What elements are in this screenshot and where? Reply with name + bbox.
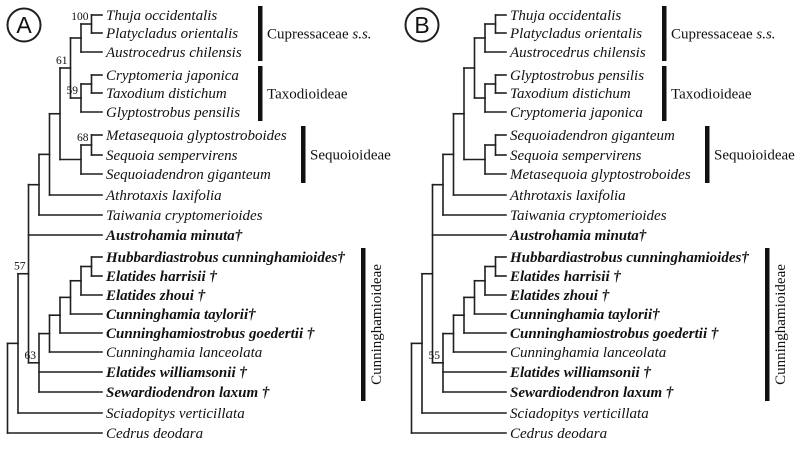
taxon-label: Platycladus orientalis xyxy=(510,26,643,42)
taxon-label: Cunninghamia taylorii† xyxy=(106,307,256,323)
support-value: 59 xyxy=(66,85,78,97)
taxon-label: Cunninghamia taylorii† xyxy=(510,307,660,323)
taxon-label: Cunninghamiostrobus goedertii † xyxy=(106,326,315,342)
taxon-label: Elatides williamsonii † xyxy=(510,365,651,381)
clade-bar xyxy=(361,248,366,401)
taxon-label: Elatides williamsonii † xyxy=(106,365,247,381)
taxon-label: Austrocedrus chilensis xyxy=(510,45,646,61)
support-value: 57 xyxy=(14,260,26,273)
clade-label: Sequoioideae xyxy=(310,147,391,164)
taxon-label: Cryptomeria japonica xyxy=(510,105,643,121)
clade-label: Taxodioideae xyxy=(671,86,752,103)
taxon-label: Cunninghamia lanceolata xyxy=(106,345,263,361)
taxon-label: Platycladus orientalis xyxy=(106,26,239,42)
taxon-label: Cedrus deodara xyxy=(106,426,204,442)
clade-bar xyxy=(765,248,770,401)
taxon-label: Austrohamia minuta† xyxy=(510,228,647,244)
clade-label: Taxodioideae xyxy=(267,86,348,103)
taxon-label: Cunninghamia lanceolata xyxy=(510,345,667,361)
taxon-label: Glyptostrobus pensilis xyxy=(510,68,645,84)
taxon-label: Taiwania cryptomerioides xyxy=(510,208,667,224)
support-value: 68 xyxy=(77,132,89,144)
support-value: 61 xyxy=(56,55,68,67)
clade-label-vertical: Cunninghamioideae xyxy=(369,264,385,385)
taxon-label: Athrotaxis laxifolia xyxy=(510,188,626,204)
taxon-label: Elatides zhoui † xyxy=(106,288,206,304)
taxon-label: Thuja occidentalis xyxy=(106,8,218,24)
taxon-label: Taxodium distichum xyxy=(510,86,631,102)
taxon-label: Glyptostrobus pensilis xyxy=(106,105,241,121)
clade-label-vertical: Cunninghamioideae xyxy=(773,264,789,385)
clade-bar xyxy=(258,66,263,121)
taxon-label: Cunninghamiostrobus goedertii † xyxy=(510,326,719,342)
clade-label: Cupressaceae s.s. xyxy=(671,26,776,43)
taxon-label: Sciadopitys verticillata xyxy=(106,406,245,422)
support-value: 63 xyxy=(24,349,36,362)
clade-bar xyxy=(662,66,667,121)
support-value: 100 xyxy=(71,11,89,23)
panel-badge-letter: A xyxy=(16,12,32,38)
taxon-label: Metasequoia glyptostroboides xyxy=(106,128,287,144)
taxon-label: Hubbardiastrobus cunninghamioides† xyxy=(510,250,749,266)
taxon-label: Athrotaxis laxifolia xyxy=(106,188,222,204)
taxon-label: Thuja occidentalis xyxy=(510,8,622,24)
clade-bar xyxy=(258,6,263,61)
taxon-label: Sewardiodendron laxum † xyxy=(106,385,270,401)
taxon-label: Metasequoia glyptostroboides xyxy=(510,167,691,183)
clade-bar xyxy=(301,126,306,183)
taxon-label: Cedrus deodara xyxy=(510,426,608,442)
taxon-label: Elatides zhoui † xyxy=(510,288,610,304)
taxon-label: Austrohamia minuta† xyxy=(106,228,243,244)
taxon-label: Sequoia sempervirens xyxy=(510,148,642,164)
clade-bar xyxy=(662,6,667,61)
taxon-label: Cryptomeria japonica xyxy=(106,68,239,84)
taxon-label: Austrocedrus chilensis xyxy=(106,45,242,61)
taxon-label: Sciadopitys verticillata xyxy=(510,406,649,422)
taxon-label: Sewardiodendron laxum † xyxy=(510,385,674,401)
taxon-label: Elatides harrisii † xyxy=(106,269,217,285)
taxon-label: Sequoiadendron giganteum xyxy=(510,128,675,144)
taxon-label: Hubbardiastrobus cunninghamioides† xyxy=(106,250,345,266)
taxon-label: Taxodium distichum xyxy=(106,86,227,102)
clade-label: Cupressaceae s.s. xyxy=(267,26,372,43)
support-value: 55 xyxy=(428,349,440,362)
taxon-label: Elatides harrisii † xyxy=(510,269,621,285)
clade-bar xyxy=(705,126,710,183)
clade-label: Sequoioideae xyxy=(714,147,795,164)
taxon-label: Sequoia sempervirens xyxy=(106,148,238,164)
taxon-label: Taiwania cryptomerioides xyxy=(106,208,263,224)
taxon-label: Sequoiadendron giganteum xyxy=(106,167,271,183)
panel-badge-letter: B xyxy=(414,12,430,38)
